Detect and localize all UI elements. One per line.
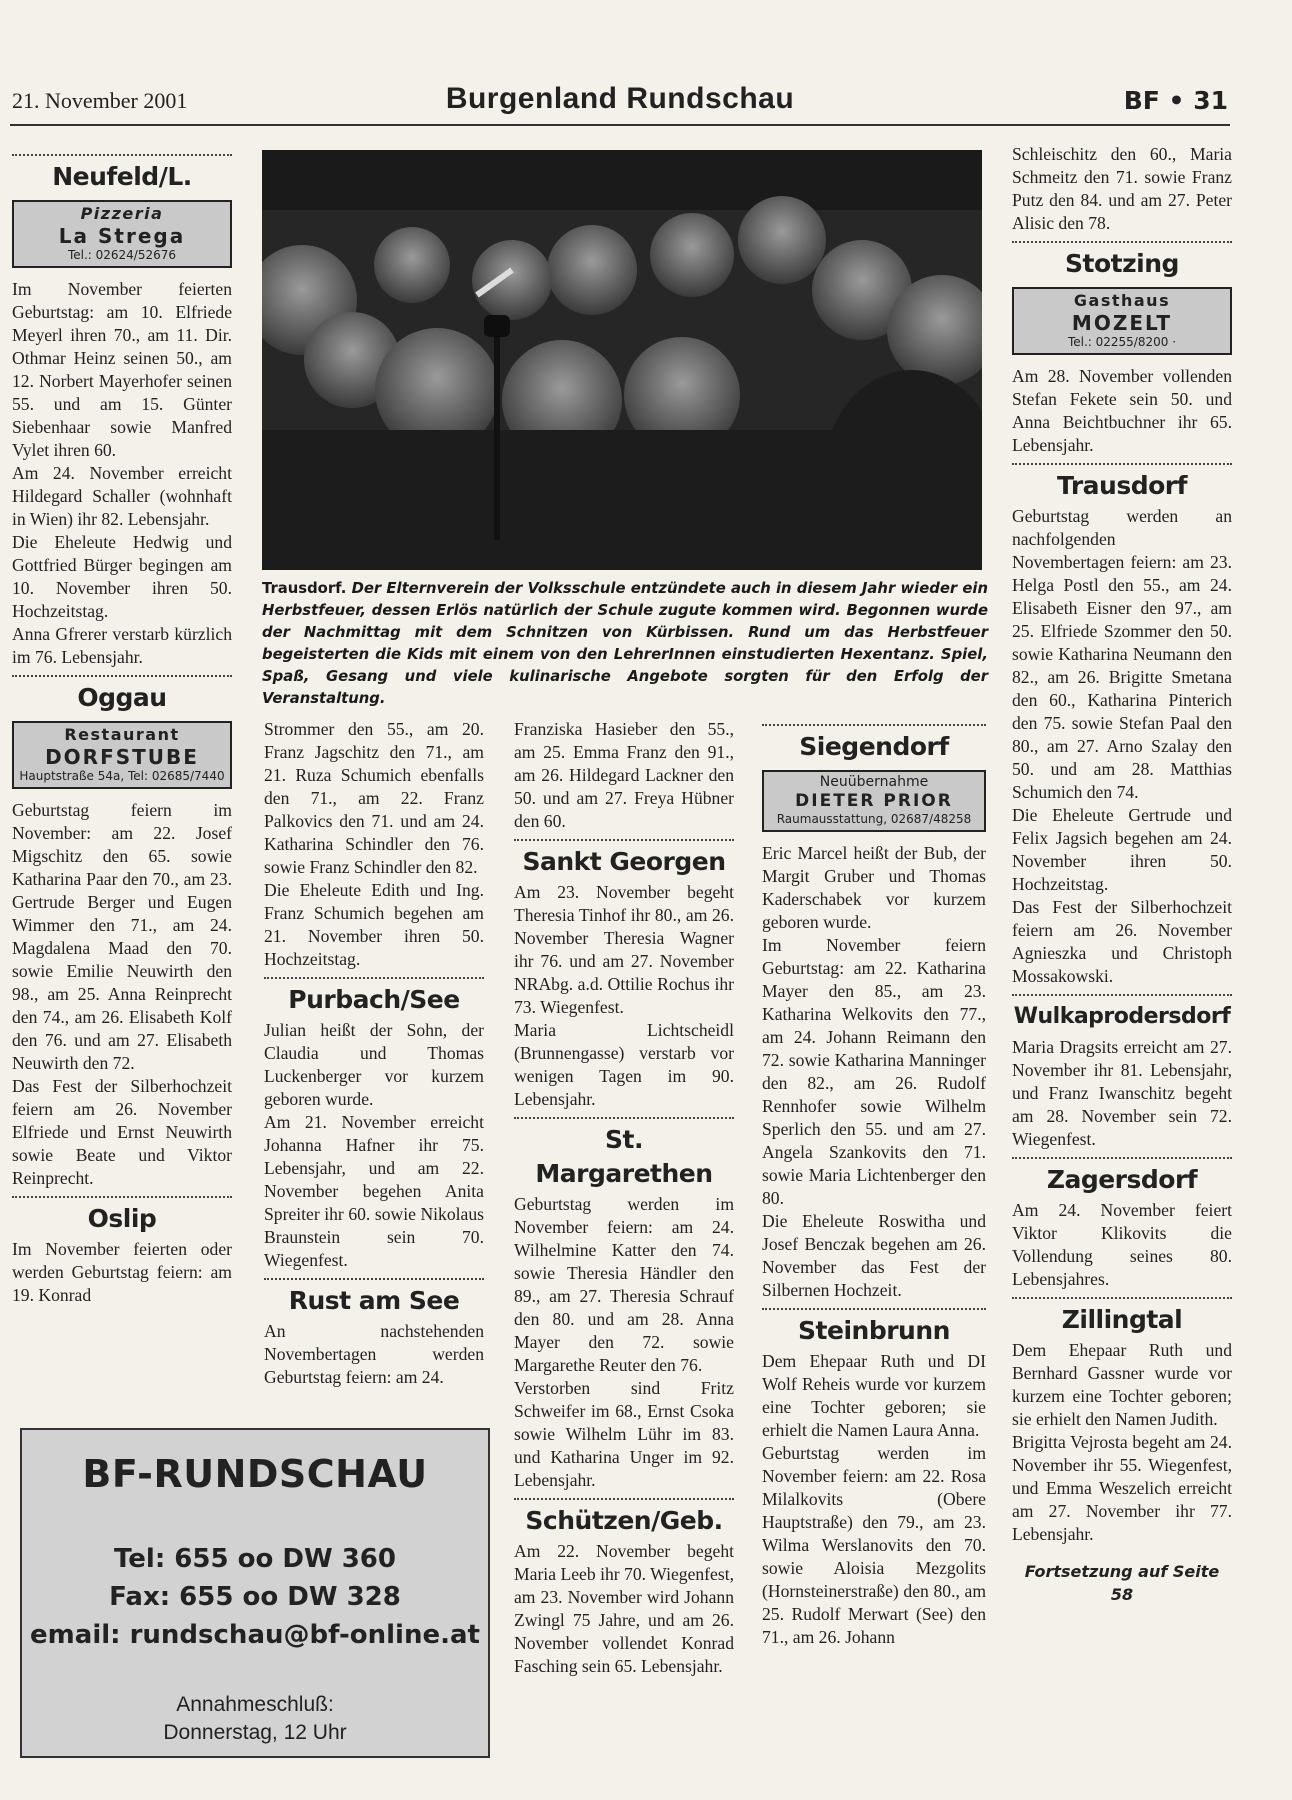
ad-line: Restaurant: [64, 725, 180, 744]
page-header: [10, 78, 1230, 126]
ad-line: Gasthaus: [1073, 291, 1171, 310]
divider: [514, 839, 734, 841]
promo-email: email: rundschau@bf-online.at: [30, 1620, 480, 1650]
paragraph: Verstorben sind Fritz Schweifer im 68., Ernst Csoka sowie Wilhelm Lühr im 83. und Katharina Unger im 92. Lebensjahr.: [514, 1378, 734, 1490]
paragraph: Die Eheleute Edith und Ing. Franz Schumich begehen am 21. November ihren 50. Hochzeitstag.: [264, 880, 484, 969]
column-4: [762, 718, 986, 1649]
divider: [514, 1117, 734, 1119]
paragraph: Geburtstag werden im November feiern: am 22. Rosa Milalkovits (Obere Hauptstraße) den 79., am 23. Wilma Werslanovits den 70. sowie Aloisia Mezgolits (Hornsteinerstraße) den 80., am 25. Rudolf Merwart (See) den 71., am 26. Johann: [762, 1443, 986, 1647]
page-number: BF • 31: [1123, 86, 1228, 115]
column-1: [12, 148, 232, 1307]
promo-tel: Tel: 655 oo DW 360: [114, 1544, 396, 1574]
promo-fax: Fax: 655 oo DW 328: [109, 1582, 401, 1612]
paragraph: Strommer den 55., am 20. Franz Jagschitz den 71., am 21. Ruza Schumich ebenfalls den 71., am 22. Franz Palkovics den 71. und am 24. Katharina Schindler den 76. sowie Franz Schindler den 82.: [264, 719, 484, 877]
heading-neufeld: Neufeld/L.: [52, 162, 192, 191]
paragraph: Maria Dragsits erreicht am 27. November ihr 81. Lebensjahr, und Franz Iwanschitz begeht am 28. November sein 72. Wiegenfest.: [1012, 1037, 1232, 1149]
paragraph: Im November feiern Geburtstag: am 22. Katharina Mayer den 85., am 23. Katharina Welkovits den 77., am 24. Johann Reimann den 72. sowie Katharina Manninger den 82., am 26. Rudolf Rennhofer sowie Wilhelm Sperlich den 55. und am 27. Angela Szankovits den 71. sowie Maria Lichtenberger den 80.: [762, 935, 986, 1208]
heading-rust: Rust am See: [288, 1286, 460, 1315]
divider: [514, 1498, 734, 1500]
ad-line: Raumausstattung, 02687/48258: [776, 812, 972, 826]
photo-caption: [262, 578, 988, 710]
paragraph: Dem Ehepaar Ruth und Bernhard Gassner wurde vor kurzem eine Tochter geboren; sie erhielt den Namen Judith.: [1012, 1340, 1232, 1429]
divider: [762, 1308, 986, 1310]
ad-line: Tel.: 02624/52676: [67, 248, 177, 262]
column-3: [514, 718, 734, 1678]
heading-oslip: Oslip: [87, 1204, 157, 1233]
promo-title: BF-RUNDSCHAU: [82, 1452, 428, 1496]
divider: [1012, 463, 1232, 465]
continued-note[interactable]: Fortsetzung auf Seite 58: [1024, 1562, 1220, 1604]
deadline-label: Annahmeschluß:: [176, 1693, 334, 1716]
ad-line: DIETER PRIOR: [795, 791, 953, 811]
paragraph: Franziska Hasieber den 55., am 25. Emma Franz den 91., am 26. Hildegard Lackner den 50. und am 27. Freya Hübner den 60.: [514, 719, 734, 831]
divider: [264, 977, 484, 979]
ad-line: DORFSTUBE: [45, 745, 199, 769]
ad-line: Tel.: 02255/8200 ·: [1067, 335, 1177, 349]
divider: [1012, 1157, 1232, 1159]
heading-steinbrunn: Steinbrunn: [798, 1316, 950, 1345]
deadline-value: Donnerstag, 12 Uhr: [163, 1721, 347, 1744]
ad-dieter-prior: [762, 770, 986, 832]
column-2: [264, 718, 484, 1389]
heading-stotzing: Stotzing: [1065, 249, 1179, 278]
heading-oggau: Oggau: [77, 683, 167, 712]
heading-trausdorf: Trausdorf: [1057, 471, 1187, 500]
paragraph: Die Eheleute Hedwig und Gottfried Bürger begingen am 10. November ihren 50. Hochzeitstag.: [12, 532, 232, 621]
paragraph: Am 28. November vollenden Stefan Fekete sein 50. und Anna Beichtbuchner ihr 65. Lebensjahr.: [1012, 366, 1232, 455]
heading-wulkaprodersdorf: Wulkaprodersdorf: [1013, 1004, 1231, 1029]
column-5: [1012, 143, 1232, 1606]
divider: [264, 1278, 484, 1280]
paragraph: Im November feierten oder werden Geburtstag feiern: am 19. Konrad: [12, 1239, 232, 1305]
ad-gasthaus-mozelt: [1012, 287, 1232, 355]
paragraph: Julian heißt der Sohn, der Claudia und Thomas Luckenberger vor kurzem geboren wurde.: [264, 1020, 484, 1109]
divider: [762, 724, 986, 726]
paragraph: Anna Gfrerer verstarb kürzlich im 76. Lebensjahr.: [12, 624, 232, 667]
divider: [12, 1196, 232, 1198]
heading-siegendorf: Siegendorf: [799, 732, 949, 761]
heading-zillingtal: Zillingtal: [1061, 1305, 1183, 1334]
ad-line: Hauptstraße 54a, Tel: 02685/7440: [19, 769, 225, 783]
newspaper-title: Burgenland Rundschau: [445, 82, 795, 115]
ad-restaurant-dorfstube: [12, 721, 232, 789]
paragraph: Am 22. November begeht Maria Leeb ihr 70. Wiegenfest, am 23. November wird Johann Zwingl 75 Jahre, und am 26. November vollendet Konrad Fasching sein 65. Lebensjahr.: [514, 1541, 734, 1676]
divider: [12, 154, 232, 156]
divider: [1012, 241, 1232, 243]
caption-text: Der Elternverein der Volksschule entzündete auch in diesem Jahr wieder ein Herbstfeuer, dessen Erlös natürlich der Schule zugute kommen wird. Begonnen wurde der Nachmittag mit dem Schnitzen von Kürbissen. Rund um das Herbstfeuer begeisterten die Kids mit einem von den LehrerInnen einstudierten Hexentanz. Spiel, Spaß, Gesang und viele kulinarische Angebote sorgten für den Erfolg der Veranstaltung.: [262, 580, 988, 707]
paragraph: Geburtstag werden im November feiern: am 24. Wilhelmine Katter den 74. sowie Theresia Händler den 89., am 27. Theresia Schrauf den 80. und am 28. Anna Mayer den 72. sowie Margarethe Reuter den 76.: [514, 1194, 734, 1375]
children-photo-illustration: [262, 150, 982, 570]
heading-purbach: Purbach/See: [288, 985, 460, 1014]
paragraph: Am 24. November erreicht Hildegard Schaller (wohnhaft in Wien) ihr 82. Lebensjahr.: [12, 463, 232, 529]
paragraph: Am 24. November feiert Viktor Klikovits die Vollendung seines 80. Lebensjahres.: [1012, 1200, 1232, 1289]
heading-zagersdorf: Zagersdorf: [1046, 1165, 1198, 1194]
heading-schuetzen: Schützen/Geb.: [525, 1506, 723, 1535]
paragraph: Maria Lichtscheidl (Brunnengasse) verstarb vor wenigen Tagen im 90. Lebensjahr.: [514, 1020, 734, 1109]
paragraph: Geburtstag feiern im November: am 22. Josef Migschitz den 65. sowie Katharina Paar den 70., am 23. Gertrude Berger und Eugen Wimmer den 71., am 24. Magdalena Maad den 70. sowie Emilie Neuwirth den 98., am 25. Anna Reinprecht den 74., am 26. Elisabeth Kolf den 76. und am 27. Elisabeth Neuwirth den 72.: [12, 800, 232, 1073]
paragraph: Die Eheleute Roswitha und Josef Benczak begehen am 26. November das Fest der Silbernen Hochzeit.: [762, 1211, 986, 1300]
heading-st-margarethen: St. Margarethen: [535, 1125, 713, 1188]
divider: [1012, 994, 1232, 996]
paragraph: Geburtstag werden an nachfolgenden Novembertagen feiern: am 23. Helga Postl den 55., am 24. Elisabeth Eisner den 97., am 25. Elfriede Szommer den 50. sowie Katharina Neumann den 82., am 26. Brigitte Smetana den 60., Katharina Pinterich den 75. sowie Stefan Paal den 80., am 27. Arno Szalay den 50. und am 28. Matthias Schumich den 74.: [1012, 506, 1232, 802]
paragraph: Brigitta Vejrosta begeht am 24. November ihr 55. Wiegenfest, und Emma Weszelich erreicht am 27. November ihr 77. Lebensjahr.: [1012, 1432, 1232, 1544]
paragraph: Im November feierten Geburtstag: am 10. Elfriede Meyerl ihren 70., am 11. Dir. Othmar Heinz seinen 50., am 12. Norbert Mayerhofer seinen 55. und am 15. Günter Siebenhaar sowie Manfred Vylet ihren 60.: [12, 279, 232, 460]
heading-sankt-georgen: Sankt Georgen: [522, 847, 726, 876]
paragraph: Die Eheleute Gertrude und Felix Jagsich begehen am 24. November ihren 50. Hochzeitstag.: [1012, 805, 1232, 894]
ad-line: Pizzeria: [80, 204, 164, 223]
issue-date: 21. November 2001: [12, 88, 188, 113]
ad-line: La Strega: [58, 224, 186, 248]
paragraph: Am 21. November erreicht Johanna Hafner ihr 75. Lebensjahr, und am 22. November begehen Anita Spreiter ihr 60. sowie Nikolaus Braunstein sein 70. Wiegenfest.: [264, 1112, 484, 1270]
bf-rundschau-contact-box: [20, 1428, 490, 1758]
divider: [12, 675, 232, 677]
ad-pizzeria-la-strega: [12, 200, 232, 268]
divider: [1012, 1297, 1232, 1299]
ad-line: MOZELT: [1071, 311, 1173, 335]
ad-line: Neuübernahme: [819, 774, 929, 790]
event-photo: [262, 150, 982, 570]
paragraph: Das Fest der Silberhochzeit feiern am 26. November Elfriede und Ernst Neuwirth sowie Beate und Viktor Reinprecht.: [12, 1076, 232, 1188]
paragraph: Schleischitz den 60., Maria Schmeitz den 71. sowie Franz Putz den 84. und am 27. Peter Alisic den 78.: [1012, 144, 1232, 233]
paragraph: Am 23. November begeht Theresia Tinhof ihr 80., am 26. November Theresia Wagner ihr 76. und am 27. November NRAbg. a.d. Ottilie Rochus ihr 73. Wiegenfest.: [514, 882, 734, 1017]
caption-place: Trausdorf.: [262, 580, 347, 597]
paragraph: An nachstehenden Novembertagen werden Geburtstag feiern: am 24.: [264, 1321, 484, 1387]
paragraph: Dem Ehepaar Ruth und DI Wolf Reheis wurde vor kurzem eine Tochter geboren; sie erhielt die Namen Laura Anna.: [762, 1351, 986, 1440]
paragraph: Das Fest der Silberhochzeit feiern am 26. November Agnieszka und Christoph Mossakowski.: [1012, 897, 1232, 986]
paragraph: Eric Marcel heißt der Bub, der Margit Gruber und Thomas Kaderschabek vor kurzem geboren wurde.: [762, 843, 986, 932]
